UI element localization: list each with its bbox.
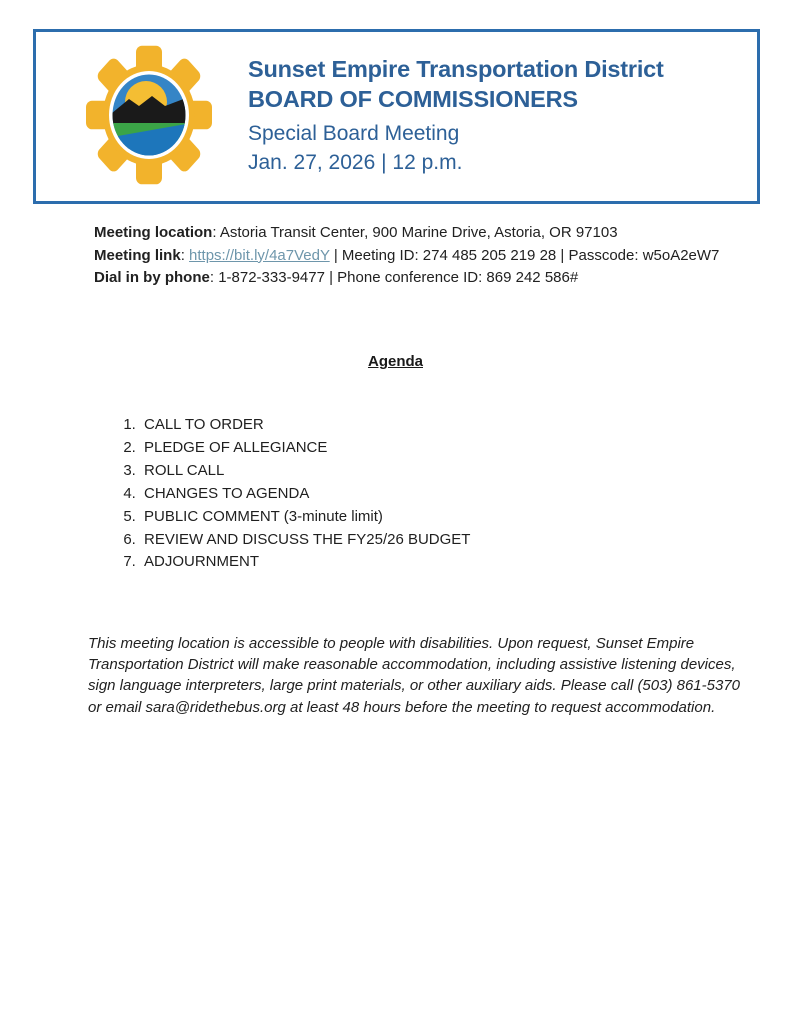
dial-in-label: Dial in by phone [94, 269, 210, 286]
agenda-item-changes: 4. CHANGES TO AGENDA [140, 483, 470, 506]
meeting-datetime: Jan. 27, 2026 | 12 p.m. [248, 151, 463, 174]
meeting-link[interactable]: https://bit.ly/4a7VedY [189, 246, 330, 264]
agenda-item-budget-review: 6. REVIEW AND DISCUSS THE FY25/26 BUDGET [140, 529, 470, 552]
agenda-item-pledge: 2. PLEDGE OF ALLEGIANCE [140, 437, 470, 460]
setd-gear-landscape-logo-icon [85, 44, 213, 186]
agenda-item-roll-call: 3. ROLL CALL [140, 460, 470, 483]
meeting-info-block [94, 222, 719, 290]
header-banner [33, 29, 760, 204]
dial-in-line [94, 267, 719, 290]
meeting-location-line [94, 222, 719, 245]
meeting-link-line [94, 245, 719, 268]
board-title: BOARD OF COMMISSIONERS [248, 86, 578, 112]
agenda-list [94, 414, 470, 574]
header-title-block [248, 54, 664, 177]
separator: : [212, 224, 220, 241]
meeting-id-passcode: | Meeting ID: 274 485 205 219 28 | Passcode: w5oA2eW7 [329, 246, 720, 264]
accessibility-notice: This meeting location is accessible to people with disabilities. Upon request, Sunset Empire Transportation District will make reasonable accommodation, including assistive listening devices, sign language interpreters, large print materials, or other auxiliary aids. Please call (503) 861-5370 or email sara@ridethebus.org at least 48 hours before the meeting to request accommodation. [88, 635, 741, 716]
meeting-link-label: Meeting link [94, 246, 181, 264]
agenda-heading: Agenda [367, 353, 423, 370]
dial-in-value: 1-872-333-9477 | Phone conference ID: 869 242 586# [218, 269, 579, 286]
agenda-item-call-to-order: 1. CALL TO ORDER [140, 414, 470, 437]
meeting-location-value: Astoria Transit Center, 900 Marine Drive, Astoria, OR 97103 [219, 224, 618, 241]
separator: : [209, 269, 219, 286]
meeting-type: Special Board Meeting [248, 122, 460, 145]
org-name: Sunset Empire Transportation District [248, 56, 664, 82]
agenda-item-public-comment: 5. PUBLIC COMMENT (3-minute limit) [140, 506, 470, 529]
agenda-item-adjournment: 7. ADJOURNMENT [140, 551, 470, 574]
meeting-location-label: Meeting location [94, 224, 213, 241]
separator: : [180, 246, 190, 264]
